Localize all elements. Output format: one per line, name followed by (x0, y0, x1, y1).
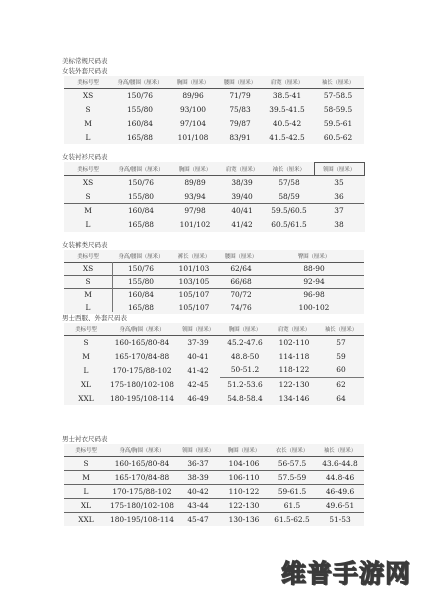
table-cell: 64 (336, 393, 346, 403)
table-cell: 96-98 (264, 288, 364, 301)
column-header: 身高/腰围（厘米） (112, 163, 170, 176)
table-cell: 57.5-59 (268, 470, 316, 484)
table-cell: 46-49.6 (316, 484, 364, 498)
column-header: 胸围（厘米） (220, 323, 270, 335)
table-cell: 43.6-44.8 (322, 458, 358, 468)
table-cell: 150/76 (127, 264, 154, 273)
table-row (64, 204, 364, 218)
table-cell: 130-136 (220, 512, 268, 526)
table-cell: 54.8-58.4 (227, 393, 263, 403)
size-cell: S (85, 191, 91, 201)
table-row (64, 190, 364, 204)
section-title-womens-outerwear: 女装外套尺码表 (62, 67, 108, 75)
table-header-row (64, 323, 364, 335)
table-cell: 36 (334, 191, 344, 201)
table-cell: 88-90 (303, 264, 325, 273)
table-cell: 40-41 (187, 351, 209, 361)
table-cell: 83/91 (229, 132, 251, 142)
size-cell: XXL (78, 393, 94, 403)
column-header: 腰围（厘米） (218, 76, 262, 88)
column-divider (112, 262, 113, 312)
table-cell: 38 (334, 220, 344, 229)
section-title-mens-suits: 男士西服、外套尺码表 (62, 314, 127, 322)
table-cell: 60 (318, 363, 364, 377)
table-womens-shirts (64, 162, 365, 232)
table-row (64, 88, 364, 102)
column-header: 领围（厘米） (176, 323, 220, 335)
watermark-logo: 维普手游网 (280, 559, 411, 588)
column-header: 胸围（厘米） (168, 76, 218, 88)
table-row (64, 498, 364, 512)
table-cell: 43-44 (176, 498, 220, 512)
table-cell: 180-195/108-114 (108, 512, 176, 526)
column-header: 身高/胸围（厘米） (108, 323, 176, 335)
table-cell: 122-130 (220, 498, 268, 512)
table-cell: 155/80 (127, 191, 154, 201)
table-cell: 59-61.5 (268, 484, 316, 498)
table-cell: 175-180/102-108 (108, 498, 176, 512)
table-cell: 160-165/80-84 (114, 337, 170, 347)
table-row (64, 275, 364, 288)
table-cell: 106-110 (220, 470, 268, 484)
table-cell: 57/58 (278, 178, 300, 188)
size-cell: XS (82, 178, 94, 188)
section-title-womens-pants: 女装裤类尺码表 (62, 241, 108, 249)
table-cell: 45.2-47.6 (227, 337, 263, 347)
column-header: 身高/腰围（厘米） (112, 250, 170, 262)
table-cell: 60.5-62 (323, 132, 353, 142)
column-header: 臀围（厘米） (264, 250, 364, 262)
table-cell: 51.2-53.6 (227, 379, 263, 389)
table-cell: 39/40 (231, 191, 253, 201)
table-cell: 89/89 (184, 178, 206, 188)
table-header-row (64, 444, 364, 456)
column-header: 衣长（厘米） (268, 444, 316, 456)
table-cell: 180-195/108-114 (110, 393, 174, 403)
table-cell: 38.5-41 (272, 90, 302, 100)
size-cell: L (85, 220, 91, 229)
column-header: 袖长（厘米） (316, 444, 364, 456)
table-cell: 175-180/102-108 (110, 379, 174, 389)
table-cell: 41/42 (231, 220, 253, 229)
column-header: 美标号型 (64, 323, 108, 335)
column-header: 胸围（厘米） (170, 163, 220, 176)
table-cell: 40/41 (220, 204, 264, 218)
column-header: 领围（厘米） (176, 444, 220, 456)
column-header: 身高/腰围（厘米） (112, 76, 168, 88)
table-header-row (64, 250, 364, 262)
table-cell: 66/68 (218, 275, 264, 288)
column-header: 袖长（厘米） (312, 76, 364, 88)
table-row (64, 391, 364, 405)
table-cell: 160/84 (112, 288, 170, 301)
table-cell: 118-122 (270, 363, 318, 377)
table-cell: 160/84 (112, 204, 170, 218)
column-header: 袖长（厘米） (264, 163, 314, 176)
column-header: 肩宽（厘米） (220, 163, 264, 176)
table-cell: 74/76 (230, 303, 252, 312)
size-cell: L (83, 365, 89, 375)
size-cell: M (64, 470, 108, 484)
table-row (64, 116, 364, 130)
table-cell: 61.5 (268, 498, 316, 512)
table-cell: 160-165/80-84 (114, 458, 170, 468)
table-cell: 70/72 (218, 288, 264, 301)
table-cell: 114-118 (278, 351, 310, 361)
table-cell: 101/102 (179, 220, 211, 229)
table-cell: 41.5-42.5 (269, 132, 305, 142)
column-header: 美标号型 (64, 76, 112, 88)
table-cell: 50-51.2 (220, 363, 270, 377)
table-cell: 165-170/84-88 (108, 470, 176, 484)
column-header: 裤长（厘米） (170, 250, 218, 262)
table-cell: 165/88 (127, 303, 154, 312)
table-cell: 155/80 (112, 275, 170, 288)
table-row (64, 456, 364, 470)
size-cell: XS (82, 90, 94, 100)
table-cell: 97/98 (170, 204, 220, 218)
table-cell: 150/76 (127, 178, 154, 188)
table-cell: 165/88 (127, 220, 154, 229)
table-cell: 56-57.5 (277, 458, 307, 468)
table-cell: 150/76 (126, 90, 153, 100)
column-header: 袖长（厘米） (318, 323, 364, 335)
table-cell: 58/59 (278, 191, 300, 201)
table-cell: 71/79 (229, 90, 251, 100)
table-cell: 62/64 (230, 264, 252, 273)
table-header-row (64, 163, 364, 176)
table-cell: 45-47 (176, 512, 220, 526)
table-cell: 100-102 (298, 303, 330, 312)
table-cell: 58-59.5 (323, 104, 353, 114)
table-cell: 165/88 (126, 132, 153, 142)
size-cell: XL (80, 379, 92, 389)
size-cell: S (85, 104, 91, 114)
document-heading: 美标常规尺码表 (62, 57, 108, 65)
table-cell: 160/84 (126, 118, 153, 128)
table-cell: 105/107 (178, 303, 210, 312)
table-cell: 165-170/84-88 (114, 351, 170, 361)
table-cell: 46-49 (187, 393, 209, 403)
table-cell: 36-37 (187, 458, 209, 468)
size-cell: S (83, 337, 89, 347)
table-row (64, 130, 364, 144)
table-cell: 35 (334, 178, 344, 188)
table-row (64, 363, 364, 377)
table-cell: 38-39 (176, 470, 220, 484)
table-row (64, 470, 364, 484)
column-header: 领围（厘米） (314, 163, 364, 176)
table-cell: 93/100 (179, 104, 206, 114)
table-row (64, 484, 364, 498)
column-header: 美标号型 (64, 444, 108, 456)
table-row (64, 377, 364, 391)
column-header: 身高/胸围（厘米） (108, 444, 176, 456)
table-cell: 89/96 (182, 90, 204, 100)
table-cell: 37-39 (187, 337, 209, 347)
table-cell: 51-53 (316, 512, 364, 526)
table-row (64, 262, 364, 275)
table-cell: 134-146 (278, 393, 310, 403)
table-cell: 39.5-41.5 (269, 104, 305, 114)
table-cell: 59.5-61 (323, 118, 353, 128)
table-cell: 40.5-42 (272, 118, 302, 128)
table-row (64, 288, 364, 301)
table-row (64, 102, 364, 116)
table-cell: 41-42 (187, 365, 209, 375)
table-row (64, 176, 364, 190)
table-cell: 42-45 (187, 379, 209, 389)
table-cell: 44.8-46 (316, 470, 364, 484)
table-cell: 79/87 (229, 118, 251, 128)
size-cell: M (84, 118, 92, 128)
size-cell: L (85, 303, 91, 312)
table-cell: 92-94 (264, 275, 364, 288)
table-row (64, 349, 364, 363)
table-cell: 38/39 (231, 178, 253, 188)
size-cell: S (83, 458, 89, 468)
section-title-mens-shirts: 男士衬衣尺码表 (62, 435, 108, 443)
table-cell: 101/108 (177, 132, 209, 142)
table-cell: 75/83 (229, 104, 251, 114)
table-header-row (64, 76, 364, 88)
size-cell: L (85, 132, 91, 142)
table-cell: 170-175/88-102 (112, 365, 172, 375)
size-cell: XS (82, 264, 94, 273)
column-header: 美标号型 (64, 250, 112, 262)
table-cell: 59.5/60.5 (264, 204, 314, 218)
table-cell: 61.5-62.5 (268, 512, 316, 526)
table-cell: 170-175/88-102 (108, 484, 176, 498)
table-cell: 37 (314, 204, 364, 218)
table-cell: 49.6-51 (316, 498, 364, 512)
table-cell: 101/103 (178, 264, 210, 273)
size-cell: L (64, 484, 108, 498)
table-cell: 103/105 (170, 275, 218, 288)
table-cell: 105/107 (170, 288, 218, 301)
table-cell: 93/94 (184, 191, 206, 201)
size-cell: M (82, 351, 90, 361)
table-row (64, 335, 364, 349)
table-womens-pants (64, 250, 364, 314)
table-row (64, 218, 364, 232)
table-womens-outerwear (64, 76, 364, 144)
table-cell: 104-106 (228, 458, 260, 468)
table-cell: 57-58.5 (323, 90, 353, 100)
table-cell: 60.5/61.5 (271, 220, 307, 229)
size-cell: XXL (64, 512, 108, 526)
section-title-womens-shirts: 女装衬衫尺码表 (62, 153, 108, 161)
size-cell: M (64, 204, 112, 218)
table-cell: 62 (336, 379, 346, 389)
table-cell: 40-42 (176, 484, 220, 498)
column-header: 腰围（厘米） (218, 250, 264, 262)
column-header: 胸围（厘米） (220, 444, 268, 456)
table-cell: 97/104 (179, 118, 206, 128)
size-cell: S (64, 275, 112, 288)
table-cell: 122-130 (278, 379, 310, 389)
table-cell: 57 (336, 337, 346, 347)
table-cell: 102-110 (278, 337, 310, 347)
table-mens-shirts (64, 444, 364, 526)
column-header: 肩宽（厘米） (262, 76, 312, 88)
table-cell: 110-122 (220, 484, 268, 498)
table-row (64, 512, 364, 526)
table-cell: 155/80 (126, 104, 153, 114)
size-cell: M (64, 288, 112, 301)
size-cell: XL (64, 498, 108, 512)
table-mens-suits (64, 323, 364, 405)
column-header: 美标号型 (64, 163, 112, 176)
table-cell: 48.8-50 (230, 351, 260, 361)
column-header: 肩宽（厘米） (270, 323, 318, 335)
table-cell: 59 (336, 351, 346, 361)
